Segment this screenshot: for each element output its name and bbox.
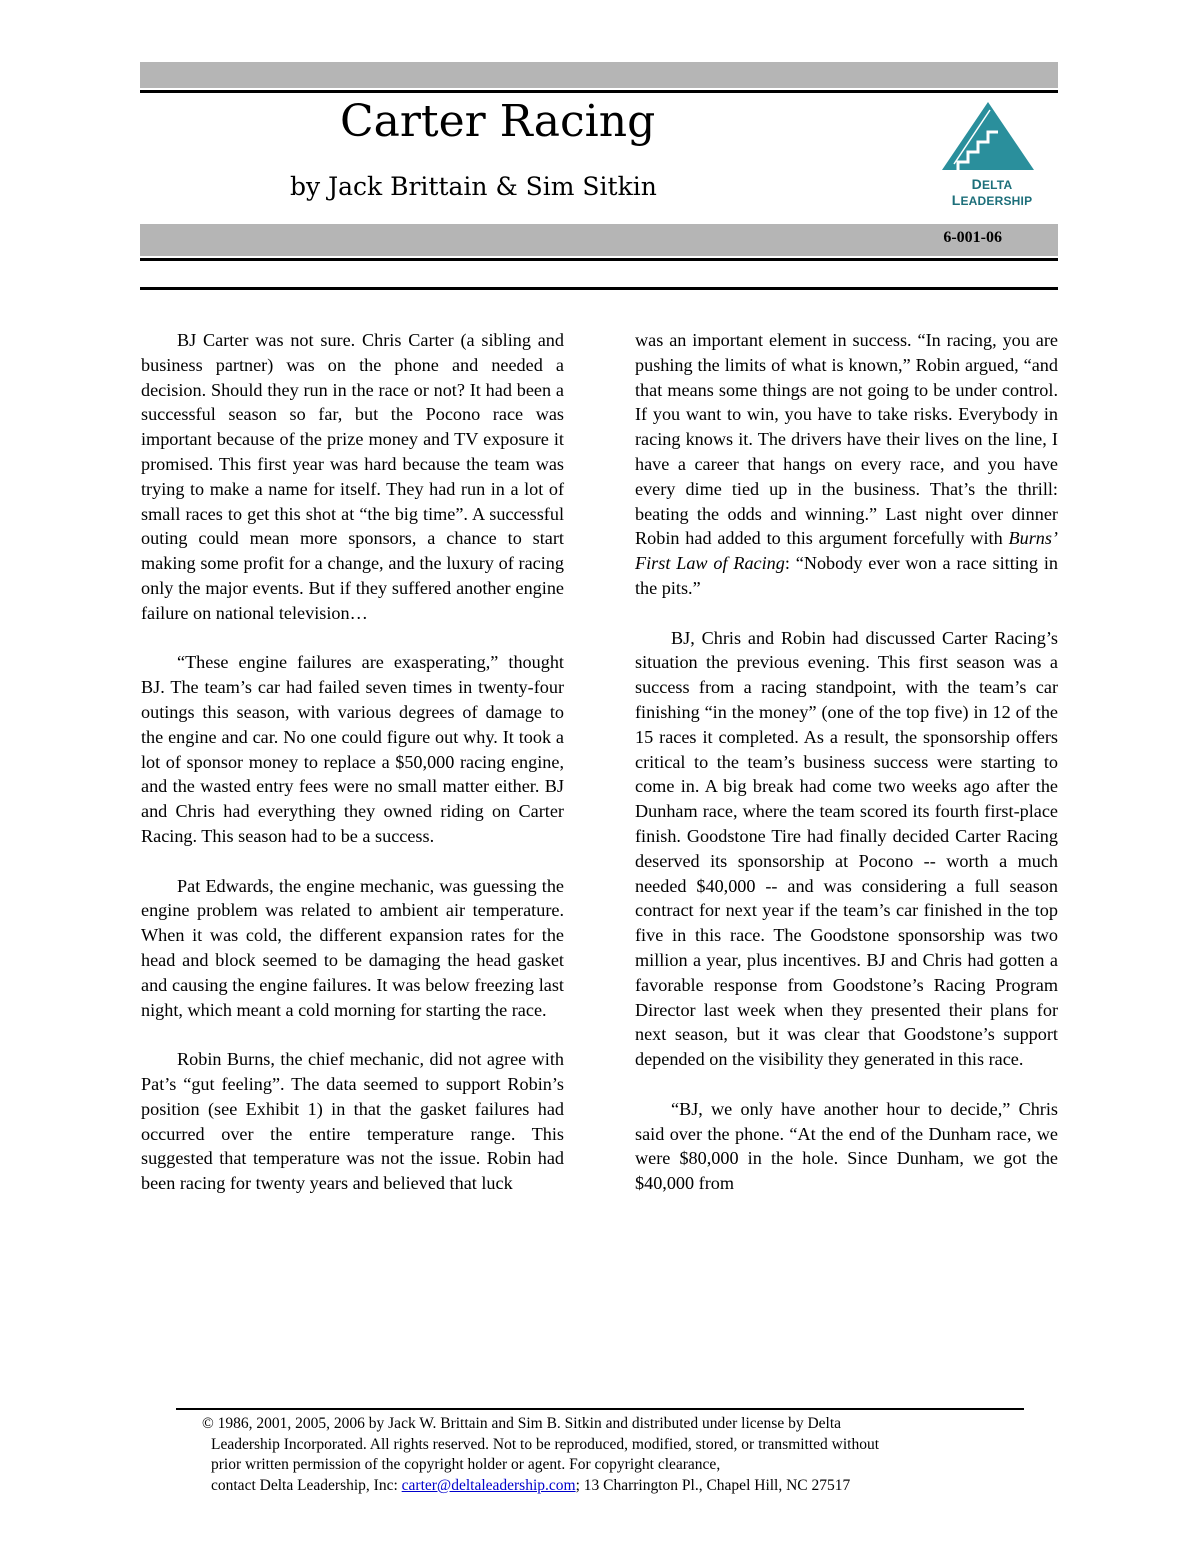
footer-contact-line: contact Delta Leadership, Inc: carter@deltaleadership.com; 13 Charrington Pl., Chapel Hill, NC 27517 (211, 1476, 851, 1494)
paragraph: Pat Edwards, the engine mechanic, was guessing the engine problem was related to ambient air temperature. When it was cold, the different expansion rates for the head and block seemed to be damaging the head gasket and causing the engine failures. It was below freezing last night, which meant a cold morning for starting the race. (141, 875, 564, 1020)
header-rule-bottom (140, 287, 1058, 290)
contact-email-link[interactable]: carter@deltaleadership.com (401, 1476, 576, 1494)
document-authors: by Jack Brittain & Sim Sitkin (290, 172, 657, 201)
copyright-footer (202, 1414, 1011, 1496)
footer-line: © 1986, 2001, 2005, 2006 by Jack W. Brittain and Sim B. Sitkin and distributed under license by Delta (202, 1415, 842, 1432)
body-column-right (635, 328, 1058, 1221)
paragraph: “These engine failures are exasperating,” thought BJ. The team’s car had failed seven times in twenty-four outings this season, with various degrees of damage to the engine and car. No one could figure out why. It took a lot of sponsor money to replace a $50,000 racing engine, and the wasted entry fees were no small matter either. BJ and Chris had everything they owned riding on Carter Racing. This season had to be a success. (141, 652, 564, 846)
document-title: Carter Racing (340, 96, 656, 147)
header-rule-middle (140, 258, 1058, 261)
paragraph: BJ Carter was not sure. Chris Carter (a sibling and business partner) was on the phone and needed a decision. Should they run in the race or not? It had been a successful season so far, but the Pocono race was important because of the prize money and TV exposure it promised. This first year was hard because the team was trying to make a name for itself. They had run in a lot of small races to get this shot at “the big time”. A successful outing could mean more sponsors, a chance to start making some profit for a change, and the luxury of racing only the major events. But if they suffered another engine failure on national television… (141, 330, 564, 623)
document-code-bar (140, 224, 1058, 256)
footer-line: prior written permission of the copyright holder or agent. For copyright clearance, (211, 1456, 721, 1473)
header-top-rule (140, 90, 1058, 93)
header-top-bar (140, 62, 1058, 88)
logo-wordmark: DELTA LEADERSHIP (951, 176, 1033, 208)
paragraph: Robin Burns, the chief mechanic, did not agree with Pat’s “gut feeling”. The data seemed to support Robin’s position (see Exhibit 1) in that the gasket failures had occurred over the entire temperature range. This suggested that temperature was not the issue. Robin had been racing for twenty years and believed that luck (141, 1049, 564, 1194)
paragraph: “BJ, we only have another hour to decide,” Chris said over the phone. “At the end of the Dunham race, we were $80,000 in the hole. Since Dunham, we got the $40,000 from (635, 1098, 1058, 1194)
paragraph-continued: was an important element in success. “In racing, you are pushing the limits of what is known,” Robin argued, “and that means some things are not going to be under control. If you want to win, you have to take risks. Everybody in racing knows it. The drivers have their lives on the line, I have a career that hangs on every race, and you have every dime tied up in the business. That’s the thrill: beating the odds and winning.” Last night over dinner Robin had added to this argument forcefully with Burns’ First Law of Racing: “Nobody ever won a race sitting in the pits.” (635, 330, 1058, 598)
footer-line: Leadership Incorporated. All rights reserved. Not to be reproduced, modified, stored, or transmitted without (211, 1435, 880, 1453)
law-title: Burns’ First Law of Racing (635, 528, 1058, 574)
footer-rule (176, 1408, 1024, 1410)
paragraph: BJ, Chris and Robin had discussed Carter Racing’s situation the previous evening. This first season was a success from a racing standpoint, with the team’s car finishing “in the money” (one of the top five) in 12 of the 15 races it completed. As a result, the sponsorship offers critical to the team’s business success were starting to come in. A big break had come two weeks ago after the Dunham race, where the team scored its fourth first-place finish. Goodstone Tire had finally decided Carter Racing deserved its sponsorship at Pocono -- worth a much needed $40,000 -- and was considering a full season contract for next year if the team’s car finished in the top five in this race. The Goodstone sponsorship was two million a year, plus incentives. BJ and Chris had gotten a favorable response from Goodstone’s Racing Program Director last week when they presented their plans for next season, but it was clear that Goodstone’s support depended on the visibility they generated in this race. (635, 627, 1058, 1070)
document-code: 6-001-06 (943, 229, 1002, 246)
body-column-left (141, 328, 564, 1221)
